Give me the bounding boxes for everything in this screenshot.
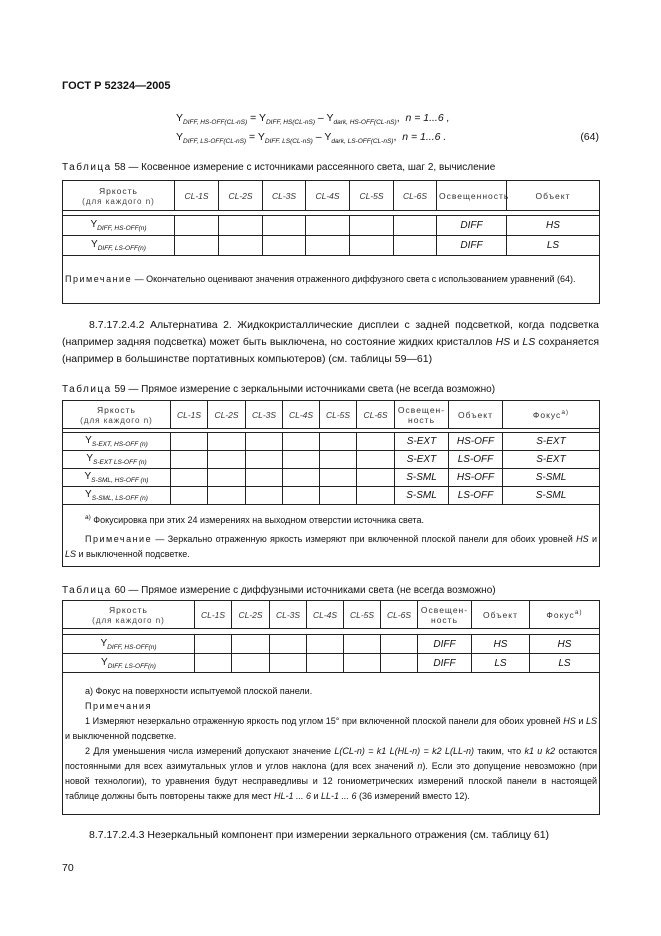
table-59-footnote: $^{a)}$ Фокусировка при этих 24 измерениях на выходном отверстии источника света. bbox=[85, 513, 424, 525]
header-cl-6s: CL-6S bbox=[381, 601, 418, 629]
paragraph-8-7-17-2-4-2: 8.7.17.2.4.2 Альтернатива 2. Жидкокристаллические дисплеи с задней подсветкой, когда подсветка (например задняя подсветка) может быть выключена, но состояние жидких кристаллов HS и LS сохраняется (например в большинстве портативных компьютеров) (см. таблицы 59—61) bbox=[62, 319, 600, 365]
header-brightness: Яркость (для каждого n) bbox=[63, 401, 171, 429]
header-cl-5s: CL-5S bbox=[350, 181, 394, 211]
header-illumination: Освещен- ность bbox=[395, 401, 449, 429]
header-cl-3s: CL-3S bbox=[270, 601, 307, 629]
header-cl-1s: CL-1S bbox=[195, 601, 232, 629]
equation-number: (64) bbox=[580, 131, 599, 143]
table-row: $Y_{DIFF, HS-OFF(n)}$ DIFF HS HS bbox=[63, 635, 600, 654]
header-cl-1s: CL-1S bbox=[175, 181, 219, 211]
header-cl-2s: CL-2S bbox=[208, 401, 246, 429]
equation-64b: $Y_{DIFF, LS-OFF(CL-nS)} = Y_{DIFF. LS(CL-nS)} - Y_{dark, LS-OFF(CL-nS)}$, n = 1...6 . bbox=[176, 131, 447, 146]
table-header-row bbox=[63, 401, 600, 429]
header-cl-5s: CL-5S bbox=[320, 401, 357, 429]
table-header-row bbox=[63, 601, 600, 629]
header-focus: Фокус$^{a)}$ bbox=[503, 401, 600, 429]
table-58-note: Примечание — Окончательно оценивают значения отраженного диффузного света с использованием уравнений (64). bbox=[63, 256, 600, 304]
header-cl-4s: CL-4S bbox=[306, 181, 350, 211]
table-row: $Y_{DIFF. LS-OFF(n)}$ DIFF LS LS bbox=[63, 654, 600, 673]
table-60-note-1: 1 Измеряют незеркально отраженную яркость под углом 15° при включенной плоской панели для обоих уровней HS и LS и выключенной подсветке. bbox=[65, 715, 597, 741]
page-number: 70 bbox=[62, 862, 74, 874]
header-cl-6s: CL-6S bbox=[357, 401, 395, 429]
header-object: Объект bbox=[472, 601, 530, 629]
table-58 bbox=[62, 180, 600, 304]
header-cl-4s: CL-4S bbox=[307, 601, 344, 629]
table-60-caption: Таблица 60 — Прямое измерение с диффузными источниками света (не всегда возможно) bbox=[62, 585, 496, 596]
header-cl-6s: CL-6S bbox=[394, 181, 437, 211]
header-cl-1s: CL-1S bbox=[171, 401, 208, 429]
header-brightness: Яркость (для каждого n) bbox=[63, 181, 175, 211]
table-row: $Y_{DIFF, HS-OFF(n)}$ DIFF HS bbox=[63, 216, 600, 236]
table-row: $Y_{S-SML, HS-OFF (n)}$ S-SML HS-OFF S-SML bbox=[63, 469, 600, 487]
header-cl-4s: CL-4S bbox=[283, 401, 320, 429]
table-note-row bbox=[63, 505, 600, 567]
header-object: Объект bbox=[507, 181, 600, 211]
table-59-notes bbox=[63, 505, 600, 567]
table-60-note-2: 2 Для уменьшения числа измерений допускают значение L(CL-n) = k1 L(HL-n) = k2 L(LL-n) таким, что k1 и k2 остаются постоянными для всех азимутальных углов и углов наклона (для всех значений n). Если это допущение невозможно (при новой технологии), то уравнения будут несправедливы и 12 гониометрических измерений плоской панели в настоящей таблице должны быть повторены также для мест HL-1 ... 6 и LL-1 ... 6 (36 измерений вместо 12). bbox=[65, 745, 597, 801]
header-illumination: Освещен- ность bbox=[418, 601, 472, 629]
table-58-caption: Таблица 58 — Косвенное измерение с источниками рассеянного света, шаг 2, вычисление bbox=[62, 162, 496, 173]
table-note-row bbox=[63, 256, 600, 304]
table-59-note: Примечание — Зеркально отраженную яркость измеряют при включенной плоской панели для обоих уровней HS и LS и выключенной подсветке. bbox=[65, 533, 598, 559]
header-brightness: Яркость (для каждого n) bbox=[63, 601, 195, 629]
paragraph-8-7-17-2-4-3: 8.7.17.2.4.3 Незеркальный компонент при измерении зеркального отражения (см. таблицу 61) bbox=[89, 829, 550, 841]
table-row: $Y_{S-EXT LS-OFF (n)}$ S-EXT LS-OFF S-EXT bbox=[63, 451, 600, 469]
header-cl-2s: CL-2S bbox=[219, 181, 263, 211]
table-59 bbox=[62, 400, 600, 567]
table-row: $Y_{S-EXT, HS-OFF (n)}$ S-EXT HS-OFF S-EXT bbox=[63, 433, 600, 451]
table-60 bbox=[62, 600, 600, 815]
header-illumination: Освещенность bbox=[437, 181, 507, 211]
table-60-notes bbox=[63, 673, 600, 815]
table-60-notes-label: Примечания bbox=[85, 700, 152, 711]
header-object: Объект bbox=[449, 401, 503, 429]
table-header-row bbox=[63, 181, 600, 211]
table-row: $Y_{S-SML, LS-OFF (n)}$ S-SML LS-OFF S-SML bbox=[63, 487, 600, 505]
document-header: ГОСТ Р 52324—2005 bbox=[62, 80, 171, 92]
header-cl-3s: CL-3S bbox=[263, 181, 306, 211]
header-cl-2s: CL-2S bbox=[232, 601, 270, 629]
table-note-row bbox=[63, 673, 600, 815]
table-60-footnote: а) Фокус на поверхности испытуемой плоской панели. bbox=[85, 685, 313, 696]
table-59-caption: Таблица 59 — Прямое измерение с зеркальными источниками света (не всегда возможно) bbox=[62, 384, 496, 395]
header-cl-5s: CL-5S bbox=[344, 601, 381, 629]
header-cl-3s: CL-3S bbox=[246, 401, 283, 429]
equation-64a: $Y_{DIFF, HS-OFF(CL-nS)} = Y_{DIFF, HS(CL-nS)} - Y_{dark, HS-OFF(CL-nS)}$, n = 1...6 , bbox=[176, 112, 450, 127]
header-focus: Фокус$^{a)}$ bbox=[530, 601, 600, 629]
table-row: $Y_{DIFF, LS-OFF(n)}$ DIFF LS bbox=[63, 236, 600, 256]
